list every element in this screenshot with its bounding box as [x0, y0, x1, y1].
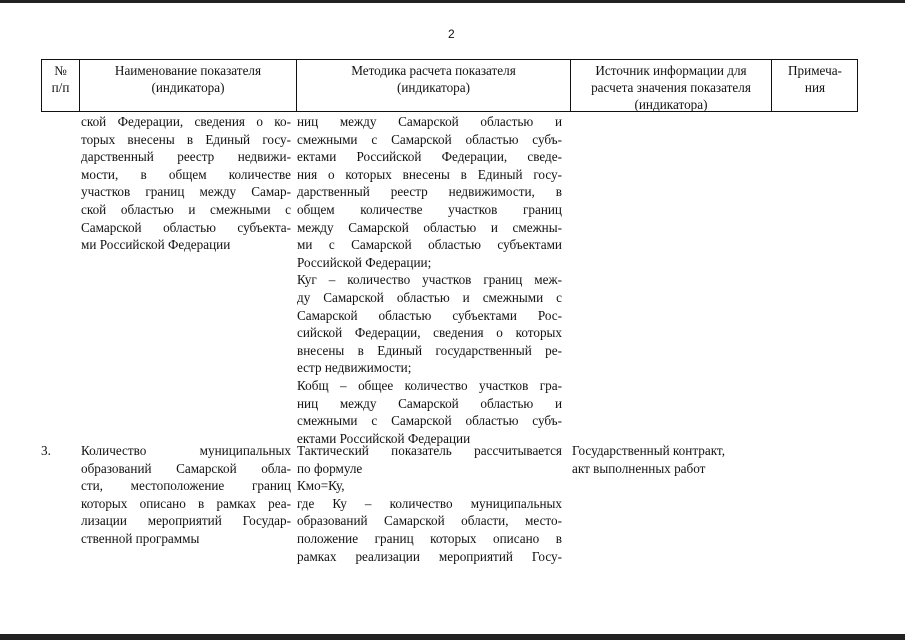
text-line: внесены в Единый государственный ре-: [297, 342, 562, 358]
text-line: лизации мероприятий Государ-: [81, 513, 291, 529]
text-line: между Самарской областью и смежны-: [297, 219, 562, 235]
text-line: образований Самарской обла-: [81, 460, 291, 476]
header-note-line: Примеча-: [788, 63, 842, 78]
text-line: ектами Российской Федерации: [297, 430, 471, 446]
text-line: ской Федерации, сведения о ко-: [81, 114, 291, 129]
header-source-line: расчета значения показателя: [591, 80, 751, 95]
header-name: [80, 60, 296, 111]
top-scan-edge: [0, 0, 905, 3]
header-source: [571, 60, 771, 111]
text-line: естр недвижимости;: [297, 360, 412, 376]
row-cont-name: [81, 113, 291, 254]
text-line: Куг – количество участков границ меж-: [297, 272, 562, 288]
text-line: где Ку – количество муниципальных: [297, 495, 562, 511]
bottom-scan-edge: [0, 634, 905, 640]
text-line: ми с Самарской областью субъектами: [297, 237, 562, 253]
text-line: смежными с Самарской областью субъ-: [297, 131, 562, 147]
text-line: Кмо=Ку,: [297, 478, 345, 494]
row3-method: [297, 442, 562, 565]
text-line: сийской Федерации, сведения о которых: [297, 325, 562, 341]
text-line: Российской Федерации;: [297, 254, 432, 270]
header-num-line: п/п: [51, 80, 70, 95]
row-cont-method: [297, 113, 562, 447]
header-num: [42, 60, 79, 111]
text-line: сти, местоположение границ: [81, 478, 291, 494]
text-line: ской областью и смежными с: [81, 201, 291, 217]
text-line: ду Самарской областью и смежными с: [297, 289, 562, 305]
text-line: участков границ между Самар-: [81, 184, 291, 200]
row-number: 3.: [41, 443, 51, 458]
text-line: Государственный контракт,: [572, 443, 725, 458]
text-line: образований Самарской области, место-: [297, 513, 562, 529]
header-source-line: (индикатора): [634, 97, 708, 112]
text-line: дарственный реестр недвижимости, в: [297, 184, 562, 200]
header-method-line: Методика расчета показателя: [351, 63, 516, 78]
row3-source: [572, 442, 772, 477]
text-line: торых внесены в Единый госу-: [81, 131, 291, 147]
text-line: мости, в общем количестве: [81, 166, 291, 182]
text-line: Самарской областью субъекта-: [81, 219, 291, 235]
text-line: положение границ которых описано в: [297, 530, 562, 546]
text-line: которых описано в рамках реа-: [81, 495, 291, 511]
text-line: смежными с Самарской областью субъ-: [297, 413, 562, 429]
header-method: [297, 60, 570, 111]
text-line: ми Российской Федерации: [81, 237, 231, 253]
text-line: ственной программы: [81, 530, 200, 546]
text-line: Количество муниципальных: [81, 443, 291, 458]
page-number: 2: [448, 27, 455, 41]
text-line: Тактический показатель рассчитывается: [297, 443, 562, 458]
header-name-line: (индикатора): [151, 80, 225, 95]
text-line: акт выполненных работ: [572, 460, 706, 476]
text-line: Самарской областью субъектами Рос-: [297, 307, 562, 323]
text-line: ниц между Самарской областью и: [297, 395, 562, 411]
text-line: общем количестве участков границ: [297, 201, 562, 217]
text-line: дарственный реестр недвижи-: [81, 149, 291, 165]
header-source-line: Источник информации для: [595, 63, 747, 78]
header-name-line: Наименование показателя: [114, 63, 262, 78]
text-line: рамках реализации мероприятий Госу-: [297, 548, 562, 564]
text-line: ектами Российской Федерации, сведе-: [297, 149, 562, 165]
header-method-line: (индикатора): [396, 80, 470, 95]
text-line: ниц между Самарской областью и: [297, 114, 562, 129]
header-note: [772, 60, 858, 111]
header-num-line: №: [54, 63, 67, 78]
text-line: по формуле: [297, 460, 363, 476]
row3-num: [41, 442, 71, 460]
row3-name: [81, 442, 291, 548]
table-header: [41, 59, 858, 112]
text-line: Кобщ – общее количество участков гра-: [297, 377, 562, 393]
header-note-line: ния: [804, 80, 826, 95]
text-line: ния о которых внесены в Единый госу-: [297, 166, 562, 182]
